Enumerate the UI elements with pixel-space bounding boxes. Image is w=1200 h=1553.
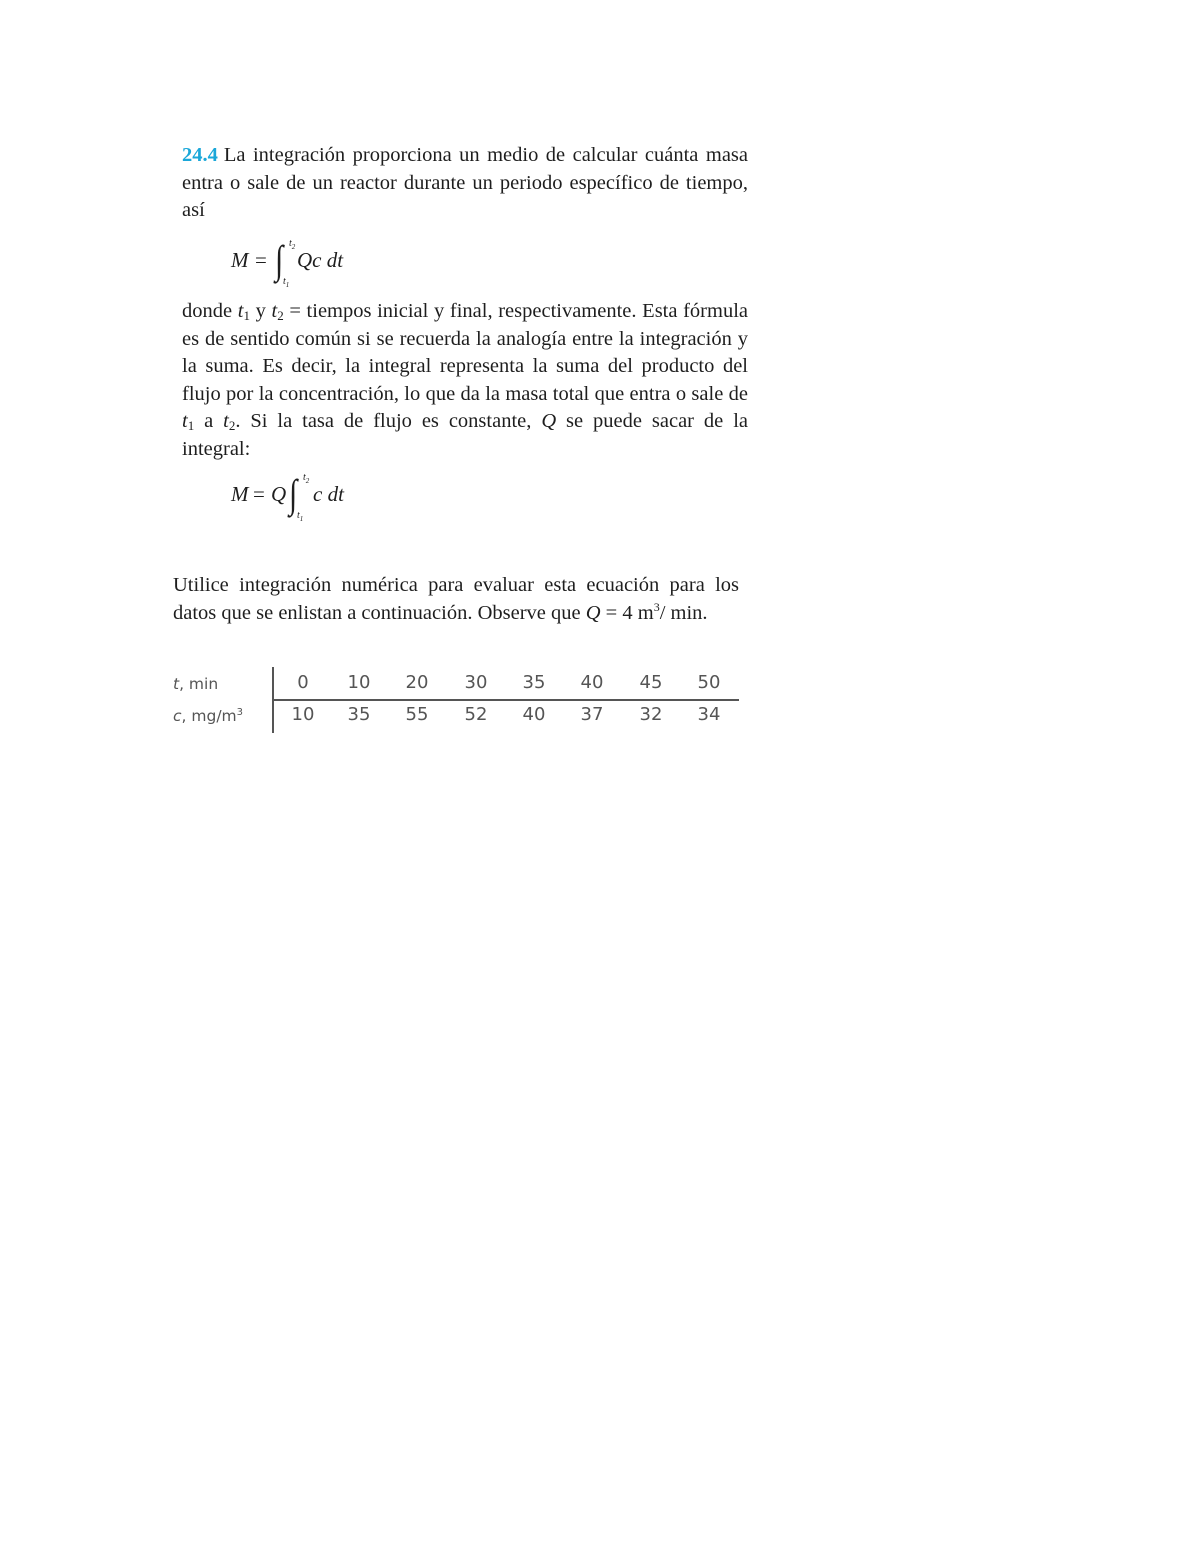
problem-number: 24.4 — [182, 144, 218, 166]
eq2-upper-limit: $t_2$ — [303, 472, 310, 485]
time-cell: 10 — [347, 672, 371, 693]
time-cell: 35 — [522, 672, 546, 693]
concentration-cell: 52 — [464, 704, 488, 725]
eq1-lower-limit: $t_1$ — [283, 276, 290, 289]
time-cell: 40 — [580, 672, 604, 693]
time-cell: 20 — [405, 672, 429, 693]
eq1-integrand: Qc dt — [297, 248, 344, 272]
equation-mass-integral — [231, 236, 431, 292]
eq2-integrand: c dt — [313, 482, 344, 506]
concentration-cell: 55 — [405, 704, 429, 725]
eq1-upper-limit: $t_2$ — [289, 238, 296, 251]
time-cell: 0 — [297, 672, 309, 693]
problem-explanation: donde $t_1$ y $t_2$ = tiempos inicial y final, respectivamente. Esta fórmula es de sentido común si se recuerda la analogía entre la integración y la suma. Es decir, la integral representa la suma del producto del flujo por la concentración, lo que da la masa total que entra o sale de $t_1$ a $t_2$. Si la tasa de flujo es constante, Q se puede sacar de la integral: — [182, 300, 749, 460]
concentration-cell: 35 — [347, 704, 371, 725]
concentration-cell: 34 — [697, 704, 721, 725]
eq2-lower-limit: $t_1$ — [297, 510, 304, 523]
eq2-equals: = — [253, 482, 265, 506]
eq2-lhs: M — [231, 482, 249, 506]
problem-task: Utilice integración numérica para evaluar esta ecuación para los datos que se enlistan a continuación. Observe que Q = 4 $m^3/$ min. — [173, 574, 739, 624]
time-cell: 45 — [639, 672, 663, 693]
concentration-cell: 32 — [639, 704, 663, 725]
time-cell: 30 — [464, 672, 488, 693]
eq1-equals: = — [255, 248, 267, 272]
eq2-factor: Q — [271, 482, 287, 506]
concentration-cell: 10 — [291, 704, 315, 725]
equation-mass-constant-flow — [231, 470, 431, 526]
data-table — [173, 667, 739, 735]
row-label-concentration: c, $mg/m^3$ — [173, 707, 244, 726]
integral-sign: ∫ — [289, 471, 298, 516]
eq1-lhs: M — [231, 248, 249, 272]
time-cell: 50 — [697, 672, 721, 693]
integral-sign: ∫ — [275, 237, 284, 282]
concentration-cell: 40 — [522, 704, 546, 725]
row-label-time: t, min — [173, 675, 219, 693]
table-horizontal-rule — [272, 699, 739, 701]
problem-intro — [182, 142, 748, 225]
intro-text: La integración proporciona un medio de calcular cuánta masa entra o sale de un reactor durante un periodo específico de tiempo, así — [182, 144, 748, 221]
concentration-cell: 37 — [580, 704, 604, 725]
